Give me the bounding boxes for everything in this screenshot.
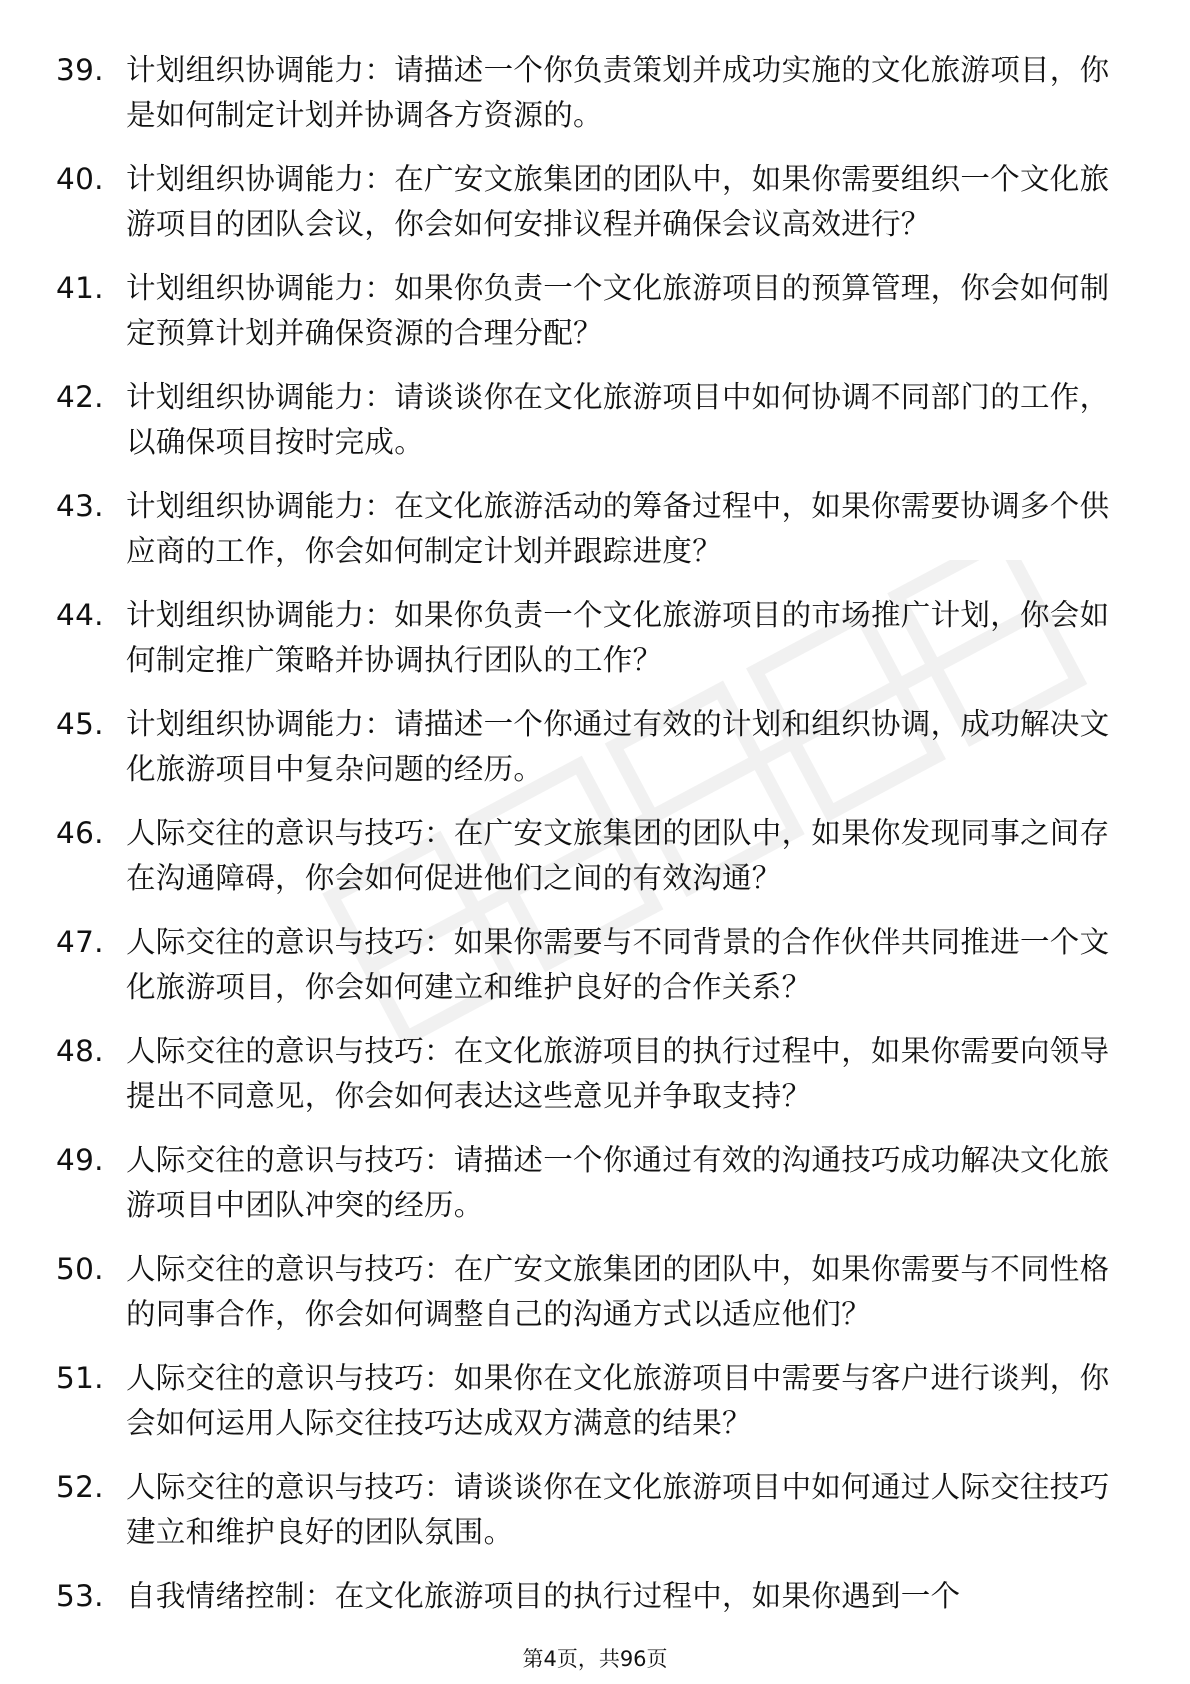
question-text: 计划组织协调能力：请描述一个你通过有效的计划和组织协调，成功解决文化旅游项目中复杂问题的经历。	[126, 707, 1110, 786]
list-item	[0, 157, 1190, 247]
question-number: 39.	[56, 53, 104, 87]
question-text: 人际交往的意识与技巧：请谈谈你在文化旅游项目中如何通过人际交往技巧建立和维护良好的团队氛围。	[126, 1470, 1110, 1549]
question-number: 44.	[56, 598, 104, 632]
question-text: 计划组织协调能力：请谈谈你在文化旅游项目中如何协调不同部门的工作，以确保项目按时完成。	[126, 380, 1110, 459]
question-text: 计划组织协调能力：请描述一个你负责策划并成功实施的文化旅游项目，你是如何制定计划并协调各方资源的。	[126, 53, 1110, 132]
question-number: 42.	[56, 380, 104, 414]
question-text: 计划组织协调能力：在文化旅游活动的筹备过程中，如果你需要协调多个供应商的工作，你会如何制定计划并跟踪进度？	[126, 489, 1110, 568]
question-list	[0, 48, 1190, 1619]
question-number: 48.	[56, 1034, 104, 1068]
list-item	[0, 593, 1190, 683]
list-item	[0, 484, 1190, 574]
question-text: 计划组织协调能力：在广安文旅集团的团队中，如果你需要组织一个文化旅游项目的团队会议，你会如何安排议程并确保会议高效进行？	[126, 162, 1110, 241]
question-text: 人际交往的意识与技巧：在文化旅游项目的执行过程中，如果你需要向领导提出不同意见，你会如何表达这些意见并争取支持？	[126, 1034, 1110, 1113]
question-number: 46.	[56, 816, 104, 850]
question-number: 40.	[56, 162, 104, 196]
list-item	[0, 1029, 1190, 1119]
question-number: 47.	[56, 925, 104, 959]
question-number: 50.	[56, 1252, 104, 1286]
question-text: 人际交往的意识与技巧：在广安文旅集团的团队中，如果你需要与不同性格的同事合作，你会如何调整自己的沟通方式以适应他们？	[126, 1252, 1110, 1331]
list-item	[0, 1574, 1190, 1619]
list-item	[0, 1465, 1190, 1555]
question-text: 自我情绪控制：在文化旅游项目的执行过程中，如果你遇到一个	[126, 1579, 961, 1613]
question-text: 人际交往的意识与技巧：在广安文旅集团的团队中，如果你发现同事之间存在沟通障碍，你会如何促进他们之间的有效沟通？	[126, 816, 1110, 895]
question-text: 人际交往的意识与技巧：请描述一个你通过有效的沟通技巧成功解决文化旅游项目中团队冲突的经历。	[126, 1143, 1110, 1222]
page-footer	[0, 1644, 1190, 1674]
list-item	[0, 1247, 1190, 1337]
list-item	[0, 266, 1190, 356]
list-item	[0, 702, 1190, 792]
list-item	[0, 920, 1190, 1010]
question-number: 49.	[56, 1143, 104, 1177]
question-number: 52.	[56, 1470, 104, 1504]
list-item	[0, 1138, 1190, 1228]
list-item	[0, 375, 1190, 465]
question-text: 计划组织协调能力：如果你负责一个文化旅游项目的市场推广计划，你会如何制定推广策略并协调执行团队的工作？	[126, 598, 1110, 677]
question-number: 53.	[56, 1579, 104, 1613]
list-item	[0, 1356, 1190, 1446]
page-number-label: 第4页，共96页	[522, 1647, 668, 1671]
question-number: 43.	[56, 489, 104, 523]
list-item	[0, 811, 1190, 901]
question-number: 51.	[56, 1361, 104, 1395]
question-text: 人际交往的意识与技巧：如果你需要与不同背景的合作伙伴共同推进一个文化旅游项目，你会如何建立和维护良好的合作关系？	[126, 925, 1110, 1004]
document-body	[0, 48, 1190, 1638]
question-number: 45.	[56, 707, 104, 741]
list-item	[0, 48, 1190, 138]
question-text: 计划组织协调能力：如果你负责一个文化旅游项目的预算管理，你会如何制定预算计划并确保资源的合理分配？	[126, 271, 1110, 350]
question-text: 人际交往的意识与技巧：如果你在文化旅游项目中需要与客户进行谈判，你会如何运用人际交往技巧达成双方满意的结果？	[126, 1361, 1110, 1440]
question-number: 41.	[56, 271, 104, 305]
